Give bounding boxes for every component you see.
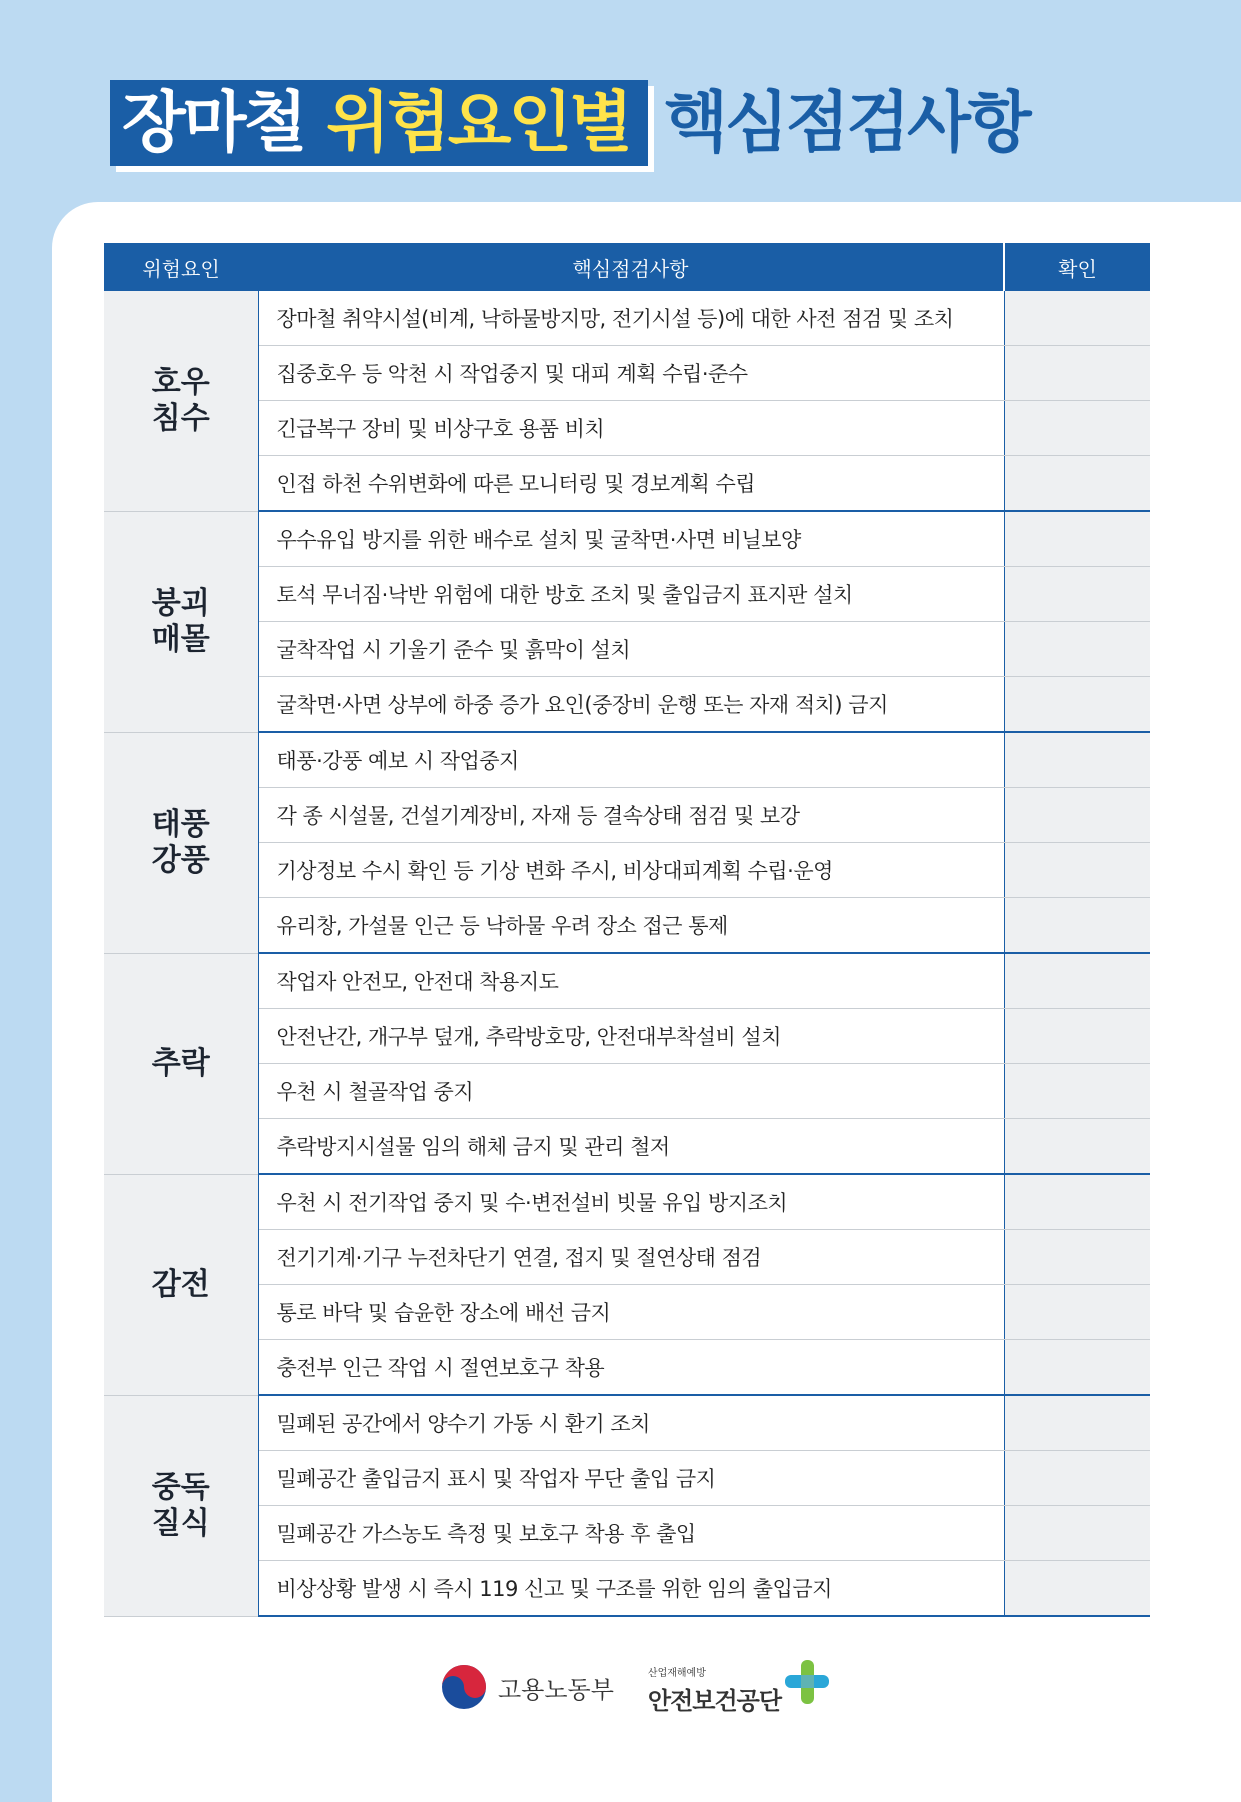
check-item-text: 토석 무너짐·낙반 위험에 대한 방호 조치 및 출입금지 표지판 설치 xyxy=(258,567,1004,622)
confirm-checkbox-cell[interactable] xyxy=(1004,511,1150,567)
table-row xyxy=(104,346,1150,401)
check-item-text: 인접 하천 수위변화에 따른 모니터링 및 경보계획 수립 xyxy=(258,456,1004,512)
risk-category-cell xyxy=(104,732,258,953)
confirm-checkbox-cell[interactable] xyxy=(1004,346,1150,401)
table-row xyxy=(104,788,1150,843)
check-item-text: 비상상황 발생 시 즉시 119 신고 및 구조를 위한 임의 출입금지 xyxy=(258,1561,1004,1617)
footer-logos xyxy=(440,1652,831,1722)
confirm-checkbox-cell[interactable] xyxy=(1004,898,1150,954)
check-item-text: 굴착면·사면 상부에 하중 증가 요인(중장비 운행 또는 자재 적치) 금지 xyxy=(258,677,1004,733)
check-item-text: 장마철 취약시설(비계, 낙하물방지망, 전기시설 등)에 대한 사전 점검 및 조치 xyxy=(258,291,1004,346)
confirm-checkbox-cell[interactable] xyxy=(1004,1119,1150,1175)
risk-category-label: 태풍 xyxy=(151,806,210,842)
confirm-checkbox-cell[interactable] xyxy=(1004,291,1150,346)
confirm-checkbox-cell[interactable] xyxy=(1004,953,1150,1009)
check-item-text: 태풍·강풍 예보 시 작업중지 xyxy=(258,732,1004,788)
title-highlight-box xyxy=(110,80,648,166)
table-header-row xyxy=(104,243,1150,291)
confirm-checkbox-cell[interactable] xyxy=(1004,677,1150,733)
check-item-text: 우천 시 철골작업 중지 xyxy=(258,1064,1004,1119)
risk-category-label: 중독 xyxy=(151,1469,210,1505)
check-item-text: 긴급복구 장비 및 비상구호 용품 비치 xyxy=(258,401,1004,456)
confirm-checkbox-cell[interactable] xyxy=(1004,1395,1150,1451)
confirm-checkbox-cell[interactable] xyxy=(1004,1285,1150,1340)
confirm-checkbox-cell[interactable] xyxy=(1004,401,1150,456)
confirm-checkbox-cell[interactable] xyxy=(1004,1451,1150,1506)
risk-category-label: 강풍 xyxy=(151,842,210,878)
table-row xyxy=(104,511,1150,567)
check-item-text: 충전부 인근 작업 시 절연보호구 착용 xyxy=(258,1340,1004,1396)
risk-category-cell xyxy=(104,1174,258,1395)
title-part1: 장마철 xyxy=(122,84,305,161)
confirm-checkbox-cell[interactable] xyxy=(1004,1230,1150,1285)
check-item-text: 유리창, 가설물 인근 등 낙하물 우려 장소 접근 통제 xyxy=(258,898,1004,954)
risk-category-cell xyxy=(104,511,258,732)
check-item-text: 집중호우 등 악천 시 작업중지 및 대피 계획 수립·준수 xyxy=(258,346,1004,401)
risk-category-label: 질식 xyxy=(151,1505,210,1541)
check-item-text: 전기기계·기구 누전차단기 연결, 접지 및 절연상태 점검 xyxy=(258,1230,1004,1285)
confirm-checkbox-cell[interactable] xyxy=(1004,456,1150,512)
check-item-text: 안전난간, 개구부 덮개, 추락방호망, 안전대부착설비 설치 xyxy=(258,1009,1004,1064)
confirm-checkbox-cell[interactable] xyxy=(1004,1340,1150,1396)
confirm-checkbox-cell[interactable] xyxy=(1004,843,1150,898)
risk-category-label: 매몰 xyxy=(151,621,210,657)
table-row xyxy=(104,843,1150,898)
confirm-checkbox-cell[interactable] xyxy=(1004,1174,1150,1230)
risk-category-label: 붕괴 xyxy=(151,585,210,621)
table-row xyxy=(104,622,1150,677)
check-item-text: 우천 시 전기작업 중지 및 수·변전설비 빗물 유입 방지조치 xyxy=(258,1174,1004,1230)
green-cross-icon xyxy=(783,1658,831,1706)
table-row xyxy=(104,1230,1150,1285)
table-row xyxy=(104,456,1150,512)
table-row xyxy=(104,1285,1150,1340)
title-part2: 위험요인별 xyxy=(326,84,631,161)
kosha-logo-block xyxy=(648,1658,831,1716)
confirm-checkbox-cell[interactable] xyxy=(1004,1064,1150,1119)
check-item-text: 통로 바닥 및 습윤한 장소에 배선 금지 xyxy=(258,1285,1004,1340)
table-row xyxy=(104,677,1150,733)
table-row xyxy=(104,1174,1150,1230)
header-confirm: 확인 xyxy=(1004,243,1150,291)
table-body xyxy=(104,291,1150,1616)
risk-category-label: 호우 xyxy=(151,364,210,400)
table-row xyxy=(104,567,1150,622)
risk-category-label: 침수 xyxy=(151,400,210,436)
table-row xyxy=(104,1009,1150,1064)
risk-category-label: 추락 xyxy=(151,1045,210,1081)
agency-subtitle: 산업재해예방 xyxy=(647,1668,706,1679)
confirm-checkbox-cell[interactable] xyxy=(1004,1561,1150,1617)
table-row xyxy=(104,401,1150,456)
header-check-items: 핵심점검사항 xyxy=(258,243,1004,291)
agency-name: 안전보건공단 xyxy=(647,1687,782,1715)
risk-category-cell xyxy=(104,953,258,1174)
table-row xyxy=(104,1119,1150,1175)
table-row xyxy=(104,732,1150,788)
risk-category-label: 감전 xyxy=(151,1266,210,1302)
table-row xyxy=(104,1395,1150,1451)
check-item-text: 밀폐공간 가스농도 측정 및 보호구 착용 후 출입 xyxy=(258,1506,1004,1561)
table-row xyxy=(104,291,1150,346)
table-row xyxy=(104,1561,1150,1617)
table-row xyxy=(104,1506,1150,1561)
page-header xyxy=(110,78,1029,168)
check-item-text: 굴착작업 시 기울기 준수 및 흙막이 설치 xyxy=(258,622,1004,677)
table-row xyxy=(104,1064,1150,1119)
confirm-checkbox-cell[interactable] xyxy=(1004,732,1150,788)
check-item-text: 각 종 시설물, 건설기계장비, 자재 등 결속상태 점검 및 보강 xyxy=(258,788,1004,843)
ministry-name: 고용노동부 xyxy=(498,1675,614,1704)
risk-category-cell xyxy=(104,1395,258,1616)
confirm-checkbox-cell[interactable] xyxy=(1004,622,1150,677)
check-item-text: 작업자 안전모, 안전대 착용지도 xyxy=(258,953,1004,1009)
confirm-checkbox-cell[interactable] xyxy=(1004,1506,1150,1561)
check-item-text: 밀폐된 공간에서 양수기 가동 시 환기 조치 xyxy=(258,1395,1004,1451)
title-part3: 핵심점검사항 xyxy=(664,84,1029,161)
header-risk-factor: 위험요인 xyxy=(104,243,258,291)
table-row xyxy=(104,1451,1150,1506)
risk-category-cell xyxy=(104,291,258,511)
confirm-checkbox-cell[interactable] xyxy=(1004,567,1150,622)
taegeuk-logo-icon xyxy=(440,1663,488,1711)
table-row xyxy=(104,953,1150,1009)
check-item-text: 기상정보 수시 확인 등 기상 변화 주시, 비상대피계획 수립·운영 xyxy=(258,843,1004,898)
check-item-text: 밀폐공간 출입금지 표시 및 작업자 무단 출입 금지 xyxy=(258,1451,1004,1506)
checklist-table xyxy=(104,243,1150,1617)
table-row xyxy=(104,898,1150,954)
confirm-checkbox-cell[interactable] xyxy=(1004,1009,1150,1064)
confirm-checkbox-cell[interactable] xyxy=(1004,788,1150,843)
table-row xyxy=(104,1340,1150,1396)
check-item-text: 우수유입 방지를 위한 배수로 설치 및 굴착면·사면 비닐보양 xyxy=(258,511,1004,567)
check-item-text: 추락방지시설물 임의 해체 금지 및 관리 철저 xyxy=(258,1119,1004,1175)
